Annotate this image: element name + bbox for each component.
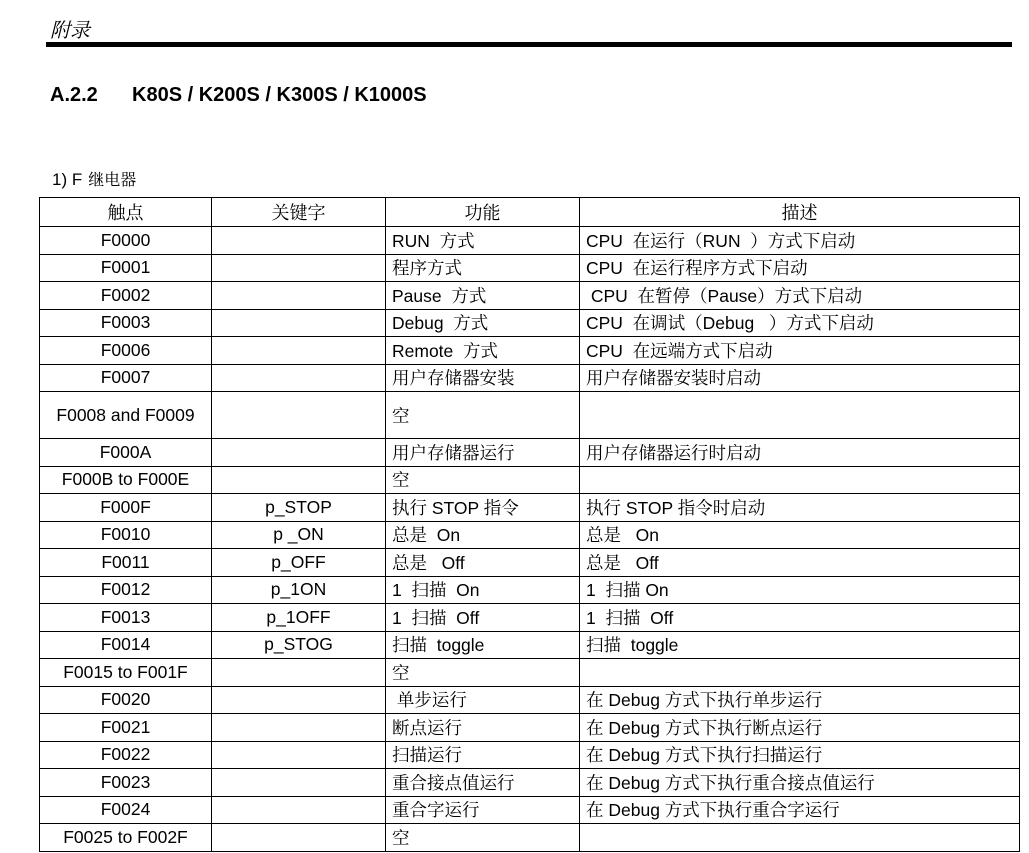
subsection-heading [52,167,136,190]
cell-description: CPU 在运行程序方式下启动 [580,254,1020,282]
cell-contact: F0003 [40,309,212,337]
section-heading [50,84,427,107]
table-row [40,364,1020,392]
cell-description: 用户存储器安装时启动 [580,364,1020,392]
cell-function: 空 [386,466,580,494]
table-row [40,337,1020,365]
cell-contact: F000B to F000E [40,466,212,494]
cell-keyword [212,686,386,714]
cell-keyword [212,741,386,769]
cell-keyword: p_1OFF [212,604,386,632]
table-row [40,392,1020,439]
table-body [40,227,1020,852]
cell-function: 单步运行 [386,686,580,714]
table-row [40,309,1020,337]
cell-keyword: p_1ON [212,576,386,604]
cell-description: 在 Debug 方式下执行重合接点值运行 [580,769,1020,797]
cell-description: 用户存储器运行时启动 [580,439,1020,467]
cell-description: 总是 On [580,521,1020,549]
cell-description [580,659,1020,687]
table-row [40,824,1020,852]
cell-function: 空 [386,824,580,852]
cell-keyword [212,337,386,365]
cell-contact: F0002 [40,282,212,310]
cell-keyword [212,439,386,467]
section-title: K80S / K200S / K300S / K1000S [132,84,427,106]
appendix-label: 附录 [50,18,90,42]
cell-description: 1 扫描 Off [580,604,1020,632]
cell-contact: F0014 [40,631,212,659]
table-row [40,659,1020,687]
cell-contact: F000A [40,439,212,467]
cell-function: 空 [386,392,580,439]
table-row [40,686,1020,714]
cell-description [580,824,1020,852]
subsection-title: 继电器 [88,170,137,189]
table-row [40,549,1020,577]
cell-function: 1 扫描 On [386,576,580,604]
relay-table [39,197,1020,852]
cell-keyword [212,659,386,687]
cell-contact: F000F [40,494,212,522]
table-row [40,714,1020,742]
cell-description [580,466,1020,494]
cell-function: 断点运行 [386,714,580,742]
cell-contact: F0024 [40,796,212,824]
cell-keyword [212,769,386,797]
cell-keyword: p _ON [212,521,386,549]
cell-description: 执行 STOP 指令时启动 [580,494,1020,522]
table-row [40,439,1020,467]
cell-function: 用户存储器运行 [386,439,580,467]
cell-keyword [212,796,386,824]
cell-keyword [212,227,386,255]
cell-function: RUN 方式 [386,227,580,255]
cell-contact: F0001 [40,254,212,282]
cell-description: 在 Debug 方式下执行单步运行 [580,686,1020,714]
header-description: 描述 [580,198,1020,227]
cell-keyword [212,282,386,310]
cell-keyword [212,309,386,337]
cell-description: 在 Debug 方式下执行扫描运行 [580,741,1020,769]
cell-contact: F0021 [40,714,212,742]
cell-description [580,392,1020,439]
cell-description: 在 Debug 方式下执行重合字运行 [580,796,1020,824]
cell-description: CPU 在远端方式下启动 [580,337,1020,365]
table-row [40,494,1020,522]
table-row [40,227,1020,255]
cell-function: Pause 方式 [386,282,580,310]
cell-description: 总是 Off [580,549,1020,577]
cell-description: CPU 在暂停（Pause）方式下启动 [580,282,1020,310]
cell-function: 用户存储器安装 [386,364,580,392]
cell-description: 扫描 toggle [580,631,1020,659]
cell-description: CPU 在调试（Debug ）方式下启动 [580,309,1020,337]
cell-contact: F0023 [40,769,212,797]
header-function: 功能 [386,198,580,227]
cell-description: 1 扫描 On [580,576,1020,604]
cell-function: 执行 STOP 指令 [386,494,580,522]
cell-description: CPU 在运行（RUN ）方式下启动 [580,227,1020,255]
cell-contact: F0020 [40,686,212,714]
cell-contact: F0012 [40,576,212,604]
cell-function: 重合接点值运行 [386,769,580,797]
section-number: A.2.2 [50,84,98,106]
cell-contact: F0022 [40,741,212,769]
cell-keyword [212,714,386,742]
header-keyword: 关键字 [212,198,386,227]
cell-contact: F0015 to F001F [40,659,212,687]
cell-contact: F0013 [40,604,212,632]
cell-function: 程序方式 [386,254,580,282]
header-contact: 触点 [40,198,212,227]
cell-function: Debug 方式 [386,309,580,337]
cell-contact: F0000 [40,227,212,255]
cell-keyword [212,254,386,282]
table-row [40,741,1020,769]
cell-keyword: p_OFF [212,549,386,577]
table-row [40,521,1020,549]
table-row [40,769,1020,797]
cell-keyword [212,392,386,439]
table-row [40,282,1020,310]
cell-contact: F0011 [40,549,212,577]
cell-description: 在 Debug 方式下执行断点运行 [580,714,1020,742]
table-header-row [40,198,1020,227]
cell-contact [40,392,212,439]
cell-keyword [212,364,386,392]
table-row [40,604,1020,632]
cell-function: Remote 方式 [386,337,580,365]
cell-contact: F0007 [40,364,212,392]
cell-function: 空 [386,659,580,687]
table-row [40,576,1020,604]
cell-function: 总是 On [386,521,580,549]
cell-contact: F0025 to F002F [40,824,212,852]
cell-keyword [212,824,386,852]
cell-contact: F0010 [40,521,212,549]
header-rule [46,42,1012,47]
cell-function: 扫描运行 [386,741,580,769]
cell-contact: F0006 [40,337,212,365]
cell-function: 重合字运行 [386,796,580,824]
subsection-prefix: 1) F [52,170,83,189]
cell-function: 扫描 toggle [386,631,580,659]
cell-keyword: p_STOP [212,494,386,522]
cell-keyword: p_STOG [212,631,386,659]
table-row [40,254,1020,282]
table-row [40,631,1020,659]
table-row [40,796,1020,824]
cell-function: 总是 Off [386,549,580,577]
cell-function: 1 扫描 Off [386,604,580,632]
cell-keyword [212,466,386,494]
table-row [40,466,1020,494]
cell-contact-text: F0008 and F0009 [56,405,195,425]
